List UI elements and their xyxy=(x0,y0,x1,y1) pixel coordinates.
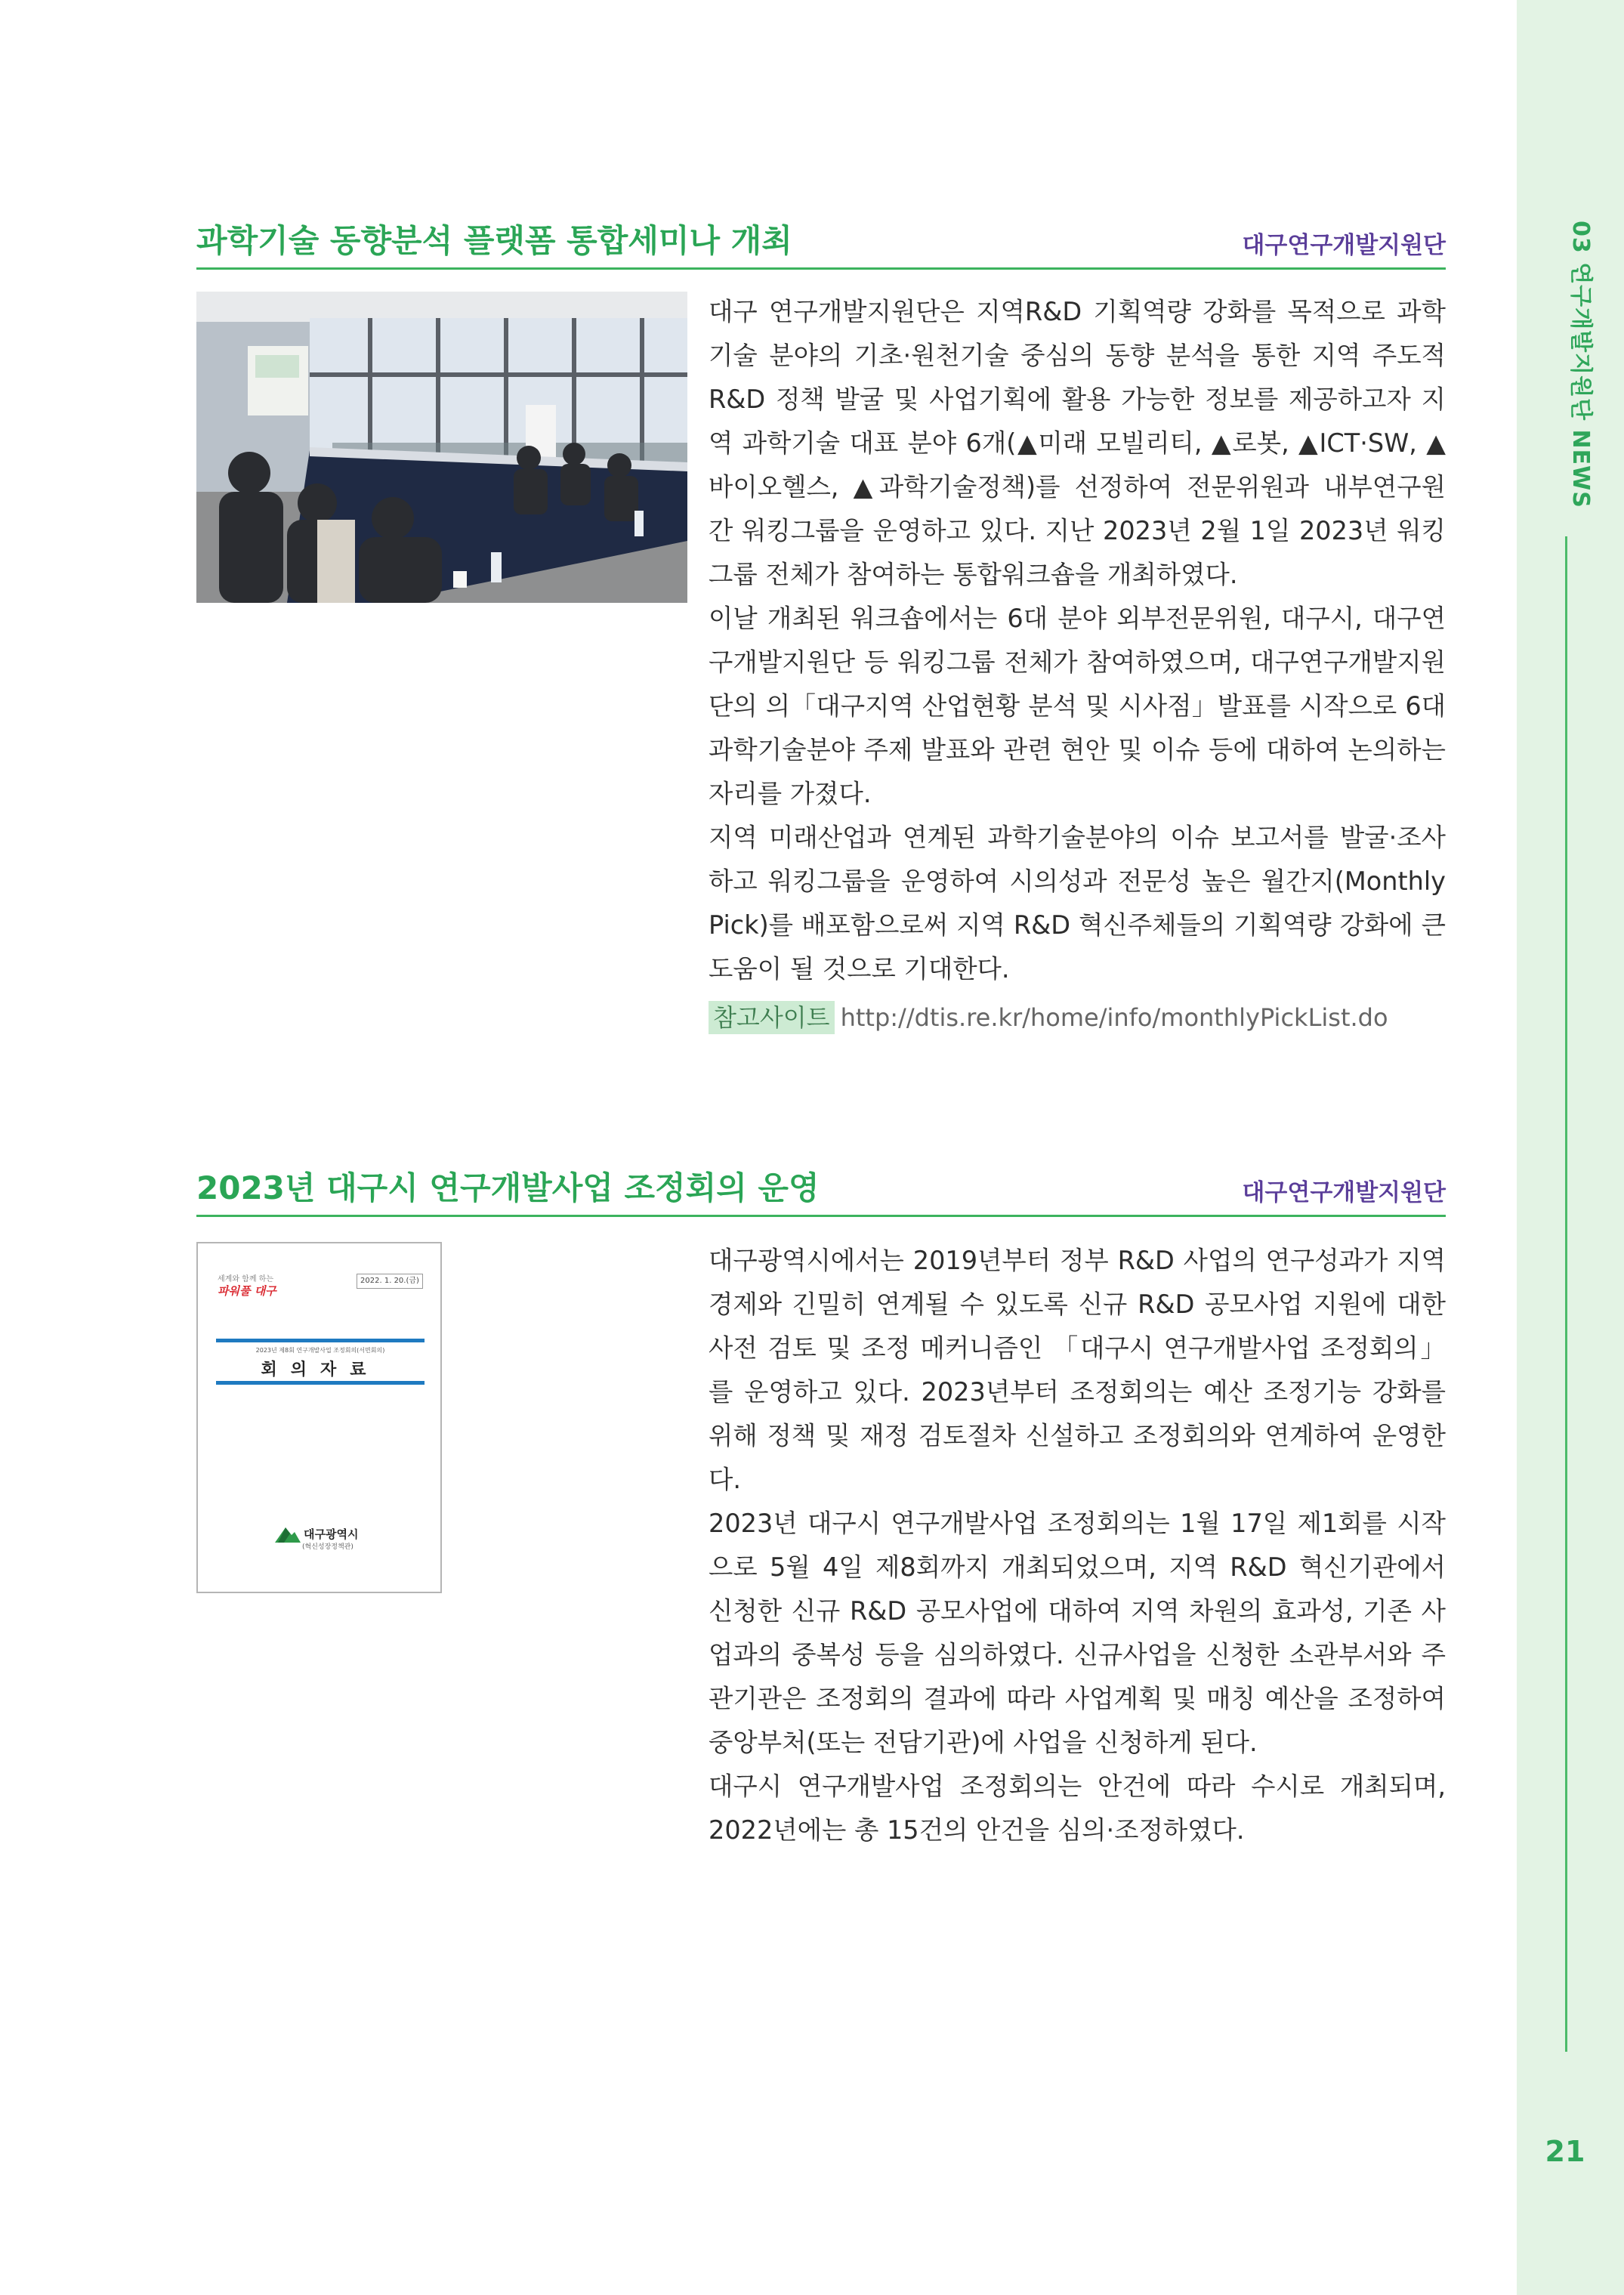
article2-body xyxy=(709,1239,1446,1852)
reference-link[interactable]: http://dtis.re.kr/home/info/monthlyPickList.do xyxy=(840,1003,1388,1032)
cover-main-title: 회의자료 xyxy=(261,1361,380,1379)
sidebar-section-title: 03 연구개발지원단 NEWS xyxy=(1567,221,1594,508)
article1-body xyxy=(709,290,1446,1039)
cover-org-sub: (혁신성장정책관) xyxy=(302,1543,354,1551)
article1-header xyxy=(196,216,1446,270)
cover-org: 대구광역시 xyxy=(304,1527,359,1541)
daegu-emblem-icon xyxy=(275,1524,301,1544)
article2-paragraph: 대구광역시에서는 2019년부터 정부 R&D 사업의 연구성과가 지역경제와 긴밀히 연계될 수 있도록 신규 R&D 공모사업 지원에 대한 사전 검토 및 조정 메커니즘인 「대구시 연구개발사업 조정회의」를 운영하고 있다. 2023년부터 조정회의는 예산 조정기능 강화를 위해 정책 및 재정 검토절차 신설하고 조정회의와 연계하여 운영한다. xyxy=(709,1246,1446,1494)
cover-brand-logo: 파워풀 대구 xyxy=(218,1284,276,1298)
sidebar-divider xyxy=(1565,536,1567,2052)
cover-date: 2022. 1. 20.(금) xyxy=(357,1274,423,1289)
article2-paragraph: 대구시 연구개발사업 조정회의는 안건에 따라 수시로 개최되며, 2022년에는 총 15건의 안건을 심의·조정하였다. xyxy=(709,1771,1446,1845)
cover-bar-top xyxy=(216,1339,425,1342)
seminar-photo xyxy=(196,292,687,603)
seminar-photo-image xyxy=(196,292,687,603)
article1-paragraph: 지역 미래산업과 연계된 과학기술분야의 이슈 보고서를 발굴·조사하고 워킹그룹을 운영하여 시의성과 전문성 높은 월간지(Monthly Pick)를 배포함으로써 지역 R&D 혁신주체들의 기획역량 강화에 큰 도움이 될 것으로 기대한다. xyxy=(709,823,1446,984)
article1-paragraph: 이날 개최된 워크숍에서는 6대 분야 외부전문위원, 대구시, 대구연구개발지원단 등 워킹그룹 전체가 참여하였으며, 대구연구개발지원단의 의「대구지역 산업현황 분석 및 시사점」발표를 시작으로 6대 과학기술분야 주제 발표와 관련 현안 및 이슈 등에 대하여 논의하는 자리를 가졌다. xyxy=(709,604,1446,808)
meeting-document-cover xyxy=(196,1242,442,1593)
article1-paragraph: 대구 연구개발지원단은 지역R&D 기획역량 강화를 목적으로 과학기술 분야의 기초·원천기술 중심의 동향 분석을 통한 지역 주도적 R&D 정책 발굴 및 사업기획에 활용 가능한 정보를 제공하고자 지역 과학기술 대표 분야 6개(▲미래 모빌리티, ▲로봇, ▲ICT·SW, ▲바이오헬스, ▲과학기술정책)를 선정하여 전문위원과 내부연구원 간 워킹그룹을 운영하고 있다. 지난 2023년 2월 1일 2023년 워킹그룹 전체가 참여하는 통합워크숍을 개최하였다. xyxy=(709,297,1446,589)
article1-title: 과학기술 동향분석 플랫폼 통합세미나 개최 xyxy=(196,222,792,259)
cover-subtitle: 2023년 제8회 연구개발사업 조정회의(서면회의) xyxy=(255,1347,385,1354)
article2-header xyxy=(196,1163,1446,1217)
cover-slogan: 세계와 함께 하는 xyxy=(218,1275,273,1283)
article2-org: 대구연구개발지원단 xyxy=(1242,1179,1446,1206)
reference-site xyxy=(709,996,1446,1039)
article2-paragraph: 2023년 대구시 연구개발사업 조정회의는 1월 17일 제1회를 시작으로 5월 4일 제8회까지 개최되었으며, 지역 R&D 혁신기관에서 신청한 신규 R&D 공모사업에 대하여 지역 차원의 효과성, 기존 사업과의 중복성 등을 심의하였다. 신규사업을 신청한 소관부서와 주관기관은 조정회의 결과에 따라 사업계획 및 매칭 예산을 조정하여 중앙부처(또는 전담기관)에 사업을 신청하게 된다. xyxy=(709,1509,1446,1757)
reference-label: 참고사이트 xyxy=(709,1001,835,1034)
page-number: 21 xyxy=(1545,2135,1585,2168)
article2-title: 2023년 대구시 연구개발사업 조정회의 운영 xyxy=(196,1169,820,1206)
cover-bar-bottom xyxy=(216,1381,425,1385)
article1-org: 대구연구개발지원단 xyxy=(1242,232,1446,259)
